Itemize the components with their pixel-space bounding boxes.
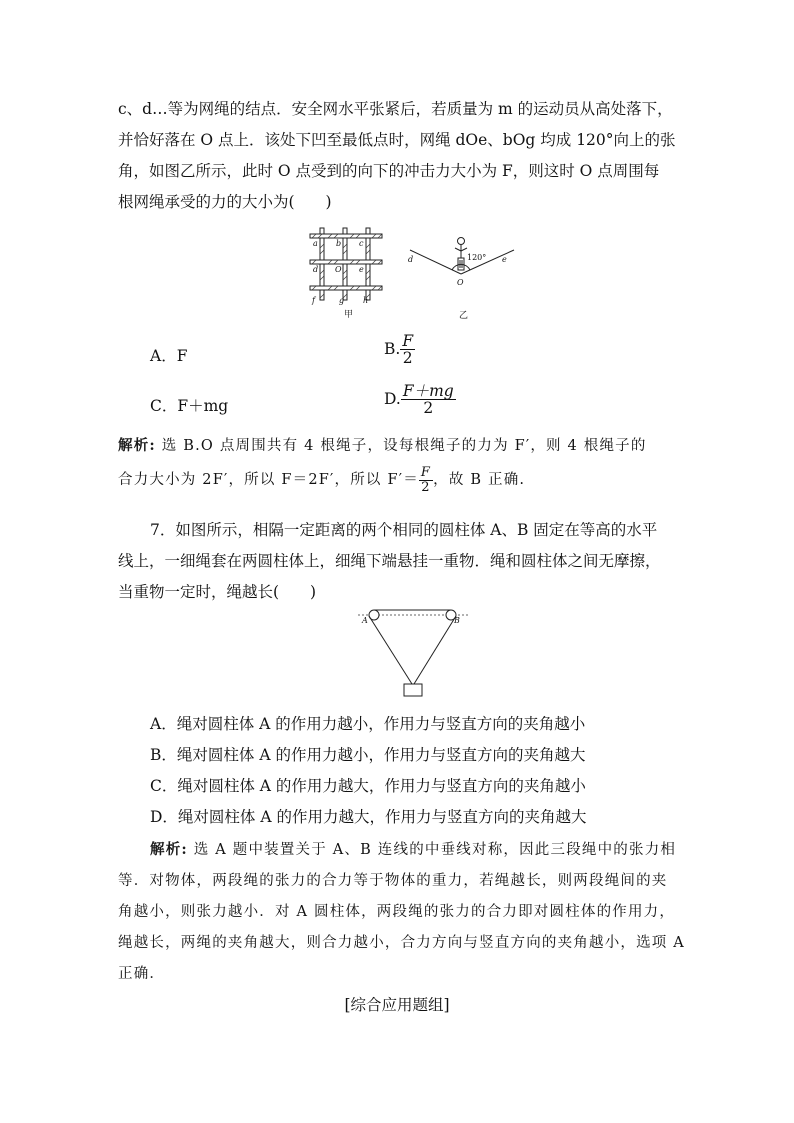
q6-option-d <box>384 383 456 417</box>
q6-solution-line1 <box>118 434 647 455</box>
label-h: h <box>363 296 369 305</box>
q6-solution-label: 解析: <box>118 437 156 454</box>
q6-option-b-den: 2 <box>402 349 413 368</box>
section-title: [综合应用题组] <box>344 996 450 1014</box>
q6-option-d-prefix: D. <box>384 389 401 408</box>
q6-option-d-num: F＋mg <box>402 382 454 400</box>
label-c: c <box>359 239 364 248</box>
caption-jia: 甲 <box>344 310 354 318</box>
q6-option-b-num: F <box>402 332 414 350</box>
q7-solution-label: 解析: <box>150 841 188 858</box>
label-f: f <box>312 296 315 305</box>
q7-solution-line4: 绳越长，两绳的夹角越大，则合力越小，合力方向与竖直方向的夹角越小，选项 A <box>118 935 685 951</box>
q6-text-line2: 并恰好落在 O 点上．该处下凹至最低点时，网绳 dOe、bOg 均成 120°向上的张 <box>118 131 676 149</box>
figure-jia-net <box>308 226 388 318</box>
label-angle-120: 120° <box>467 253 487 262</box>
q7-option-c: C．绳对圆柱体 A 的作用力越大，作用力与竖直方向的夹角越小 <box>150 777 586 795</box>
q6-solution-den: 2 <box>421 479 431 495</box>
q6-option-b-fraction <box>400 333 415 367</box>
q7-solution-text1: 选 A 题中装置关于 A、B 连线的中垂线对称，因此三段绳中的张力相 <box>187 842 677 858</box>
figure-yi-net-sag <box>404 232 520 320</box>
q7-option-d: D．绳对圆柱体 A 的作用力越大，作用力与竖直方向的夹角越大 <box>150 808 587 826</box>
q7-option-b: B．绳对圆柱体 A 的作用力越小，作用力与竖直方向的夹角越大 <box>150 746 586 764</box>
label-e: e <box>359 265 364 274</box>
q7-solution-line1 <box>150 838 676 859</box>
q7-text-line3: 当重物一定时，绳越长( ) <box>118 583 317 601</box>
label-d-yi: d <box>408 255 414 264</box>
weight-box <box>404 684 422 696</box>
label-d: d <box>313 265 319 274</box>
q6-option-b <box>384 333 415 367</box>
label-e-yi: e <box>502 255 507 264</box>
label-O: O <box>335 265 342 274</box>
label-B: B <box>454 616 460 625</box>
q7-text-line2: 线上，一细绳套在两圆柱体上，细绳下端悬挂一重物．绳和圆柱体之间无摩擦， <box>118 552 661 570</box>
q7-text-line1: 7．如图所示，相隔一定距离的两个相同的圆柱体 A、B 固定在等高的水平 <box>150 521 658 539</box>
q6-option-b-prefix: B. <box>384 339 401 358</box>
label-b: b <box>336 239 342 248</box>
caption-yi: 乙 <box>459 311 469 320</box>
q6-solution-text1: 选 B.O 点周围共有 4 根绳子，设每根绳子的力为 F′，则 4 根绳子的 <box>155 438 647 454</box>
label-g: g <box>339 296 345 305</box>
q6-option-d-den: 2 <box>423 399 434 418</box>
q6-text-line3: 角，如图乙所示，此时 O 点受到的向下的冲击力大小为 F，则这时 O 点周围每 <box>118 162 660 180</box>
q6-solution-fraction <box>419 466 433 494</box>
q6-solution-text2b: ，故 B 正确. <box>433 472 526 489</box>
q6-solution-text2a: 合力大小为 2F′，所以 F＝2F′，所以 F′＝ <box>118 472 419 489</box>
figure-q7-cylinders <box>356 606 472 700</box>
label-a: a <box>313 239 318 248</box>
q6-solution-num: F <box>420 465 432 480</box>
q7-solution-line3: 角越小，则张力越小．对 A 圆柱体，两段绳的张力的合力即对圆柱体的作用力， <box>118 904 676 920</box>
label-O-yi: O <box>457 278 464 287</box>
q6-text-line4: 根网绳承受的力的大小为( ) <box>118 193 332 211</box>
q6-option-d-fraction <box>401 383 456 417</box>
q6-option-a: A．F <box>150 347 188 365</box>
q6-text-line1: c、d…等为网绳的结点．安全网水平张紧后，若质量为 m 的运动员从高处落下， <box>118 100 673 118</box>
q6-solution-line2 <box>118 466 525 494</box>
q7-solution-line5: 正确． <box>118 966 166 982</box>
label-A: A <box>362 616 368 625</box>
q7-solution-line2: 等．对物体，两段绳的张力的合力等于物体的重力，若绳越长，则两段绳间的夹 <box>118 873 668 889</box>
q7-option-a: A．绳对圆柱体 A 的作用力越小，作用力与竖直方向的夹角越小 <box>150 715 586 733</box>
q6-option-c: C．F＋mg <box>150 397 229 415</box>
